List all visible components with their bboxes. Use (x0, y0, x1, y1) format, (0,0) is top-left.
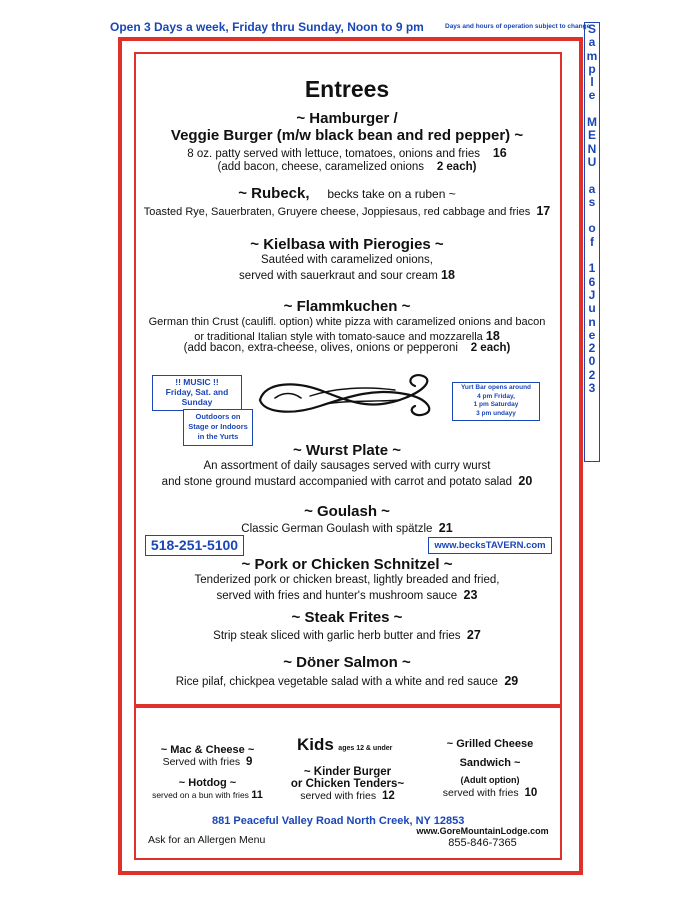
mac-and-cheese: ~ Mac & Cheese ~ Served with fries 9 (160, 744, 255, 768)
kids-age-note: ages 12 & under (338, 745, 393, 752)
restaurant-address: 881 Peaceful Valley Road North Creek, NY 12853 (212, 815, 465, 827)
lodge-website[interactable]: www.GoreMountainLodge.com (416, 826, 549, 836)
rubeck-heading: ~ Rubeck, becks take on a ruben ~ (238, 185, 456, 202)
hamburger-price: 16 (492, 146, 507, 160)
sample-tag-letter: a (588, 35, 596, 50)
sample-tag-letter: p (588, 61, 596, 76)
entrees-title: Entrees (304, 76, 390, 102)
sample-tag-letter: 1 (588, 261, 596, 276)
allergen-menu-note: Ask for an Allergen Menu (148, 834, 266, 846)
sample-tag-letter: f (590, 234, 594, 249)
sample-menu-tag (584, 22, 600, 462)
kielbasa-heading: ~ Kielbasa with Pierogies ~ (250, 236, 444, 253)
sample-tag-letter: J (588, 287, 596, 302)
hotdog: ~ Hotdog ~ served on a bun with fries 11 (152, 777, 263, 801)
sample-tag-letter: m (586, 48, 598, 63)
steak-frites-desc: Strip steak sliced with garlic herb butter and fries 27 (213, 628, 481, 642)
kielbasa-desc: Sautéed with caramelized onions, (261, 254, 433, 266)
hamburger-addons: (add bacon, cheese, caramelized onions 2 each) (217, 161, 477, 173)
lodge-phone[interactable]: 855-846-7365 (448, 837, 517, 849)
sample-tag-letter: 2 (588, 341, 596, 356)
sample-tag-letter: 0 (588, 354, 596, 369)
goulash-heading: ~ Goulash ~ (304, 503, 390, 520)
kinder-burger: ~ Kinder Burger or Chicken Tenders~ served with fries 12 (290, 766, 405, 802)
flourish-ornament (255, 370, 440, 422)
sample-tag-letter: s (588, 194, 596, 209)
kielbasa-desc2: served with sauerkraut and sour cream 18 (239, 268, 455, 282)
outdoors-callout: Outdoors on Stage or Indoors in the Yurts (183, 409, 253, 446)
sample-tag-letter: M (587, 115, 597, 130)
sample-tag-letter: N (587, 141, 597, 156)
hamburger-heading: ~ Hamburger / (296, 110, 398, 127)
flammkuchen-desc: German thin Crust (caulifl. option) white pizza with caramelized onions and bacon (148, 316, 546, 328)
sample-tag-letter: a (588, 181, 596, 196)
website-link[interactable]: www.becksTAVERN.com (428, 537, 552, 554)
veggie-burger-heading: Veggie Burger (m/w black bean and red pepper) ~ (170, 127, 524, 144)
wurst-desc2: and stone ground mustard accompanied with carrot and potato salad 20 (161, 474, 533, 488)
sample-tag-letter: n (588, 314, 596, 329)
yurt-bar-callout: Yurt Bar opens around 4 pm Friday, 1 pm Saturday 3 pm undayy (452, 382, 540, 421)
goulash-desc: Classic German Goulash with spätzle 21 (241, 521, 453, 535)
sample-tag-letter: E (587, 128, 596, 143)
grilled-cheese: ~ Grilled Cheese Sandwich ~ (Adult option) served with fries 10 (442, 738, 538, 799)
wurst-heading: ~ Wurst Plate ~ (292, 442, 402, 459)
flammkuchen-heading: ~ Flammkuchen ~ (283, 298, 411, 315)
flammkuchen-addons: (add bacon, extra-cheese, olives, onions or pepperoni 2 each) (183, 342, 511, 354)
sample-tag-letter: 3 (588, 381, 596, 396)
sample-tag-letter: 2 (588, 367, 596, 382)
sample-tag-letter: e (588, 88, 596, 103)
sample-tag-letter: u (588, 301, 596, 316)
wurst-desc: An assortment of daily sausages served with curry wurst (203, 460, 491, 472)
hours-banner: Open 3 Days a week, Friday thru Sunday, Noon to 9 pm (110, 20, 424, 34)
schnitzel-heading: ~ Pork or Chicken Schnitzel ~ (241, 556, 453, 573)
sample-tag-letter: 6 (588, 274, 596, 289)
sample-tag-letter: o (588, 221, 596, 236)
schnitzel-desc2: served with fries and hunter's mushroom sauce 23 (216, 588, 478, 602)
hours-disclaimer: Days and hours of operation subject to change (445, 23, 591, 30)
sample-tag-letter: l (590, 75, 594, 90)
doner-salmon-heading: ~ Döner Salmon ~ (283, 654, 411, 671)
sample-tag-letter: S (587, 22, 596, 36)
kids-title: Kids ages 12 & under (297, 735, 393, 754)
doner-salmon-desc: Rice pilaf, chickpea vegetable salad with a white and red sauce 29 (175, 674, 519, 688)
music-callout: !! MUSIC !! Friday, Sat. and Sunday (152, 375, 242, 411)
flammkuchen-desc2: or traditional Italian style with tomato-sauce and mozzarella 18 (194, 329, 500, 343)
schnitzel-desc: Tenderized pork or chicken breast, lightly breaded and fried, (194, 574, 500, 586)
phone-number[interactable]: 518-251-5100 (145, 535, 244, 556)
steak-frites-heading: ~ Steak Frites ~ (291, 609, 403, 626)
sample-tag-letter: U (587, 154, 597, 169)
sample-tag-letter: e (588, 327, 596, 342)
rubeck-desc: Toasted Rye, Sauerbraten, Gruyere cheese, Joppiesaus, red cabbage and fries 17 (143, 204, 551, 218)
hamburger-desc: 8 oz. patty served with lettuce, tomatoes, onions and fries 16 (187, 146, 507, 160)
